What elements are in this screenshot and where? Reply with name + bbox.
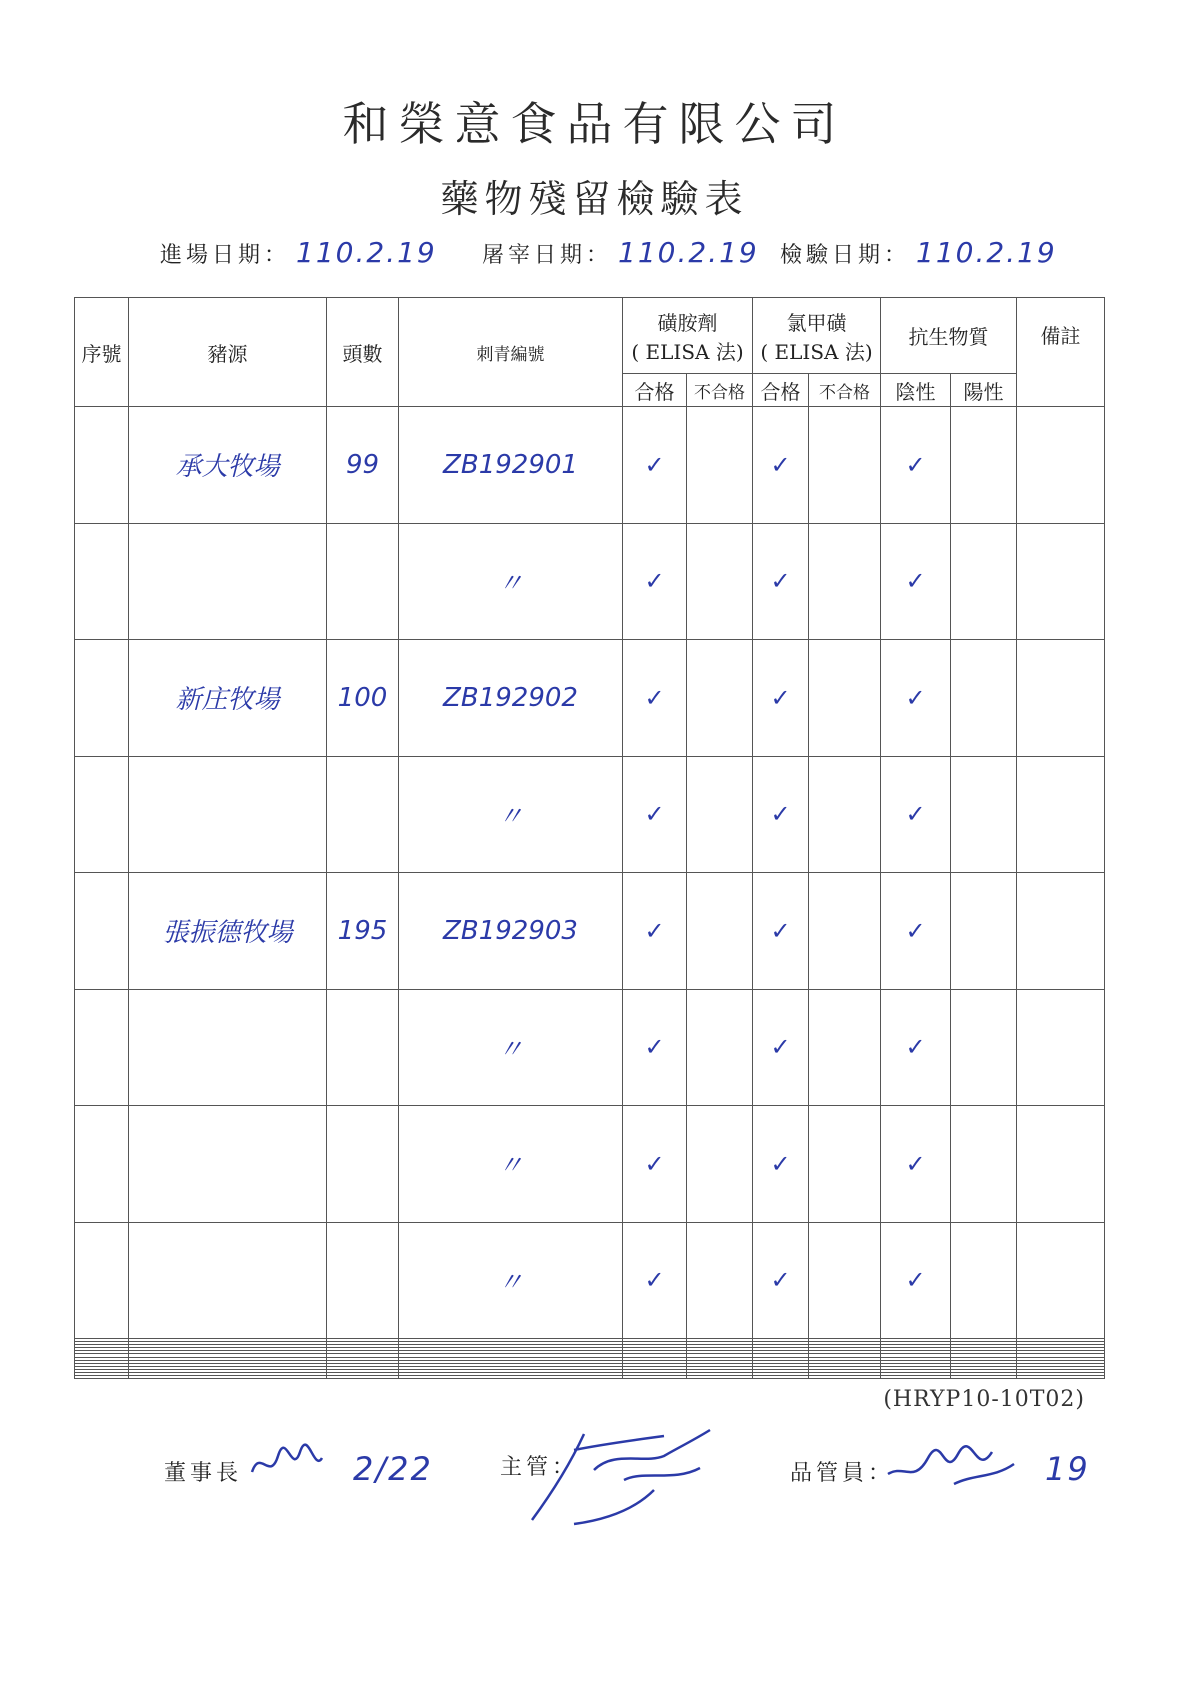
cell-sulfa-fail [687, 873, 753, 990]
cell-source: 新庄牧場 [129, 640, 327, 757]
table-row [75, 989, 1105, 1106]
cell-neg: ✓ [881, 523, 951, 640]
cell-chl-fail [809, 1222, 881, 1339]
qc-signature-mark [884, 1434, 1024, 1514]
chairman-signature [164, 1450, 433, 1488]
cell-chl-fail [809, 407, 881, 524]
cell-neg: ✓ [881, 1222, 951, 1339]
cell-seq [75, 1106, 129, 1223]
entry-date-label: 進場日期： [160, 243, 291, 268]
header-antibiotic: 抗生物質 [881, 298, 1017, 374]
table-body [75, 407, 1105, 1379]
cell-seq [75, 873, 129, 990]
cell-chl-pass: ✓ [753, 523, 809, 640]
cell-chl-pass: ✓ [753, 407, 809, 524]
cell-tattoo: 〃 [399, 1222, 623, 1339]
cell-chl-pass: ✓ [753, 989, 809, 1106]
cell-tattoo: 〃 [399, 1106, 623, 1223]
form-code: (HRYP10-10T02) [883, 1387, 1085, 1412]
cell-seq [75, 1375, 129, 1378]
cell-pos [951, 1222, 1017, 1339]
cell-seq [75, 989, 129, 1106]
header-sulfa-name: 磺胺劑 [657, 310, 718, 335]
qc-note: 19 [1045, 1450, 1090, 1488]
cell-sulfa-fail [687, 523, 753, 640]
form-title: 藥物殘留檢驗表 [440, 177, 749, 221]
cell-sulfa-pass [623, 1375, 687, 1378]
cell-neg [881, 1375, 951, 1378]
cell-seq [75, 756, 129, 873]
cell-chl-pass: ✓ [753, 873, 809, 990]
cell-seq [75, 640, 129, 757]
supervisor-signature-mark [514, 1420, 714, 1530]
cell-pos [951, 989, 1017, 1106]
cell-source: 張振德牧場 [129, 873, 327, 990]
cell-chl-pass: ✓ [753, 1106, 809, 1223]
cell-sulfa-pass: ✓ [623, 407, 687, 524]
cell-chl-fail [809, 989, 881, 1106]
cell-remark [1017, 1222, 1105, 1339]
header-negative: 陰性 [881, 374, 951, 407]
cell-count [327, 1222, 399, 1339]
inspection-date-label: 檢驗日期： [780, 243, 911, 268]
cell-sulfa-pass: ✓ [623, 1222, 687, 1339]
cell-chl-pass [753, 1375, 809, 1378]
header-chloram-pass: 合格 [753, 374, 809, 407]
cell-pos [951, 873, 1017, 990]
entry-date [160, 236, 437, 269]
header-sulfa-fail: 不合格 [687, 374, 753, 407]
cell-chl-fail [809, 756, 881, 873]
table-row [75, 1222, 1105, 1339]
cell-count [327, 756, 399, 873]
cell-count: 99 [327, 407, 399, 524]
cell-neg: ✓ [881, 1106, 951, 1223]
table-row [75, 640, 1105, 757]
header-sulfa-pass: 合格 [623, 374, 687, 407]
cell-remark [1017, 989, 1105, 1106]
cell-remark [1017, 1375, 1105, 1378]
slaughter-date [482, 236, 759, 269]
cell-tattoo: 〃 [399, 989, 623, 1106]
cell-sulfa-fail [687, 640, 753, 757]
inspection-date-value: 110.2.19 [916, 236, 1057, 269]
cell-pos [951, 1106, 1017, 1223]
cell-source [129, 1106, 327, 1223]
header-sulfa-method: ( ELISA 法) [631, 339, 744, 364]
cell-chl-pass: ✓ [753, 640, 809, 757]
cell-count [327, 1375, 399, 1378]
table-row [75, 1375, 1105, 1378]
cell-chl-fail [809, 640, 881, 757]
table-row [75, 523, 1105, 640]
cell-source: 承大牧場 [129, 407, 327, 524]
cell-remark [1017, 640, 1105, 757]
cell-pos [951, 523, 1017, 640]
cell-sulfa-fail [687, 1106, 753, 1223]
cell-chl-fail [809, 873, 881, 990]
cell-tattoo: 〃 [399, 523, 623, 640]
supervisor-label: 主管： [500, 1455, 579, 1480]
cell-sulfa-fail [687, 989, 753, 1106]
cell-neg: ✓ [881, 756, 951, 873]
cell-neg: ✓ [881, 989, 951, 1106]
header-chloram-method: ( ELISA 法) [760, 339, 873, 364]
cell-source [129, 756, 327, 873]
cell-sulfa-pass: ✓ [623, 523, 687, 640]
cell-remark [1017, 873, 1105, 990]
cell-neg: ✓ [881, 640, 951, 757]
cell-sulfa-pass: ✓ [623, 1106, 687, 1223]
cell-source [129, 989, 327, 1106]
cell-count [327, 523, 399, 640]
header-count: 頭數 [327, 298, 399, 407]
inspection-table [74, 297, 1105, 1379]
cell-tattoo [399, 1375, 623, 1378]
cell-sulfa-pass: ✓ [623, 873, 687, 990]
header-remark: 備註 [1017, 298, 1105, 407]
header-tattoo: 刺青編號 [399, 298, 623, 407]
cell-seq [75, 523, 129, 640]
cell-tattoo: ZB192901 [399, 407, 623, 524]
cell-remark [1017, 1106, 1105, 1223]
header-sulfa [623, 298, 753, 374]
cell-pos [951, 640, 1017, 757]
cell-pos [951, 407, 1017, 524]
header-positive: 陽性 [951, 374, 1017, 407]
chairman-label: 董事長 [164, 1461, 243, 1486]
cell-source [129, 1222, 327, 1339]
cell-chl-fail [809, 1106, 881, 1223]
cell-chl-pass: ✓ [753, 756, 809, 873]
cell-chl-pass: ✓ [753, 1222, 809, 1339]
cell-chl-fail [809, 1375, 881, 1378]
cell-source [129, 1375, 327, 1378]
chairman-signature-mark [248, 1442, 338, 1488]
cell-source [129, 523, 327, 640]
cell-tattoo: 〃 [399, 756, 623, 873]
table-row [75, 756, 1105, 873]
cell-chl-fail [809, 523, 881, 640]
table-row [75, 407, 1105, 524]
cell-sulfa-fail [687, 407, 753, 524]
cell-sulfa-pass: ✓ [623, 756, 687, 873]
cell-remark [1017, 756, 1105, 873]
header-seq: 序號 [75, 298, 129, 407]
cell-sulfa-fail [687, 1222, 753, 1339]
cell-count: 100 [327, 640, 399, 757]
table-row [75, 873, 1105, 990]
cell-count: 195 [327, 873, 399, 990]
header-chloram-fail: 不合格 [809, 374, 881, 407]
company-name: 和榮意食品有限公司 [342, 97, 847, 151]
qc-signature [790, 1450, 1090, 1488]
cell-tattoo: ZB192902 [399, 640, 623, 757]
cell-remark [1017, 407, 1105, 524]
chairman-note: 2/22 [353, 1450, 433, 1488]
qc-label: 品管員： [790, 1461, 895, 1486]
header-source: 豬源 [129, 298, 327, 407]
slaughter-date-label: 屠宰日期： [482, 243, 613, 268]
inspection-date [780, 236, 1057, 269]
cell-neg: ✓ [881, 873, 951, 990]
cell-seq [75, 407, 129, 524]
cell-sulfa-fail [687, 756, 753, 873]
slaughter-date-value: 110.2.19 [618, 236, 759, 269]
entry-date-value: 110.2.19 [296, 236, 437, 269]
cell-pos [951, 756, 1017, 873]
cell-count [327, 1106, 399, 1223]
cell-remark [1017, 523, 1105, 640]
cell-tattoo: ZB192903 [399, 873, 623, 990]
cell-sulfa-pass: ✓ [623, 640, 687, 757]
cell-count [327, 989, 399, 1106]
cell-seq [75, 1222, 129, 1339]
cell-sulfa-fail [687, 1375, 753, 1378]
header-chloram [753, 298, 881, 374]
supervisor-signature [500, 1450, 578, 1481]
table-row [75, 1106, 1105, 1223]
header-chloram-name: 氯甲磺 [786, 310, 847, 335]
cell-pos [951, 1375, 1017, 1378]
cell-sulfa-pass: ✓ [623, 989, 687, 1106]
cell-neg: ✓ [881, 407, 951, 524]
